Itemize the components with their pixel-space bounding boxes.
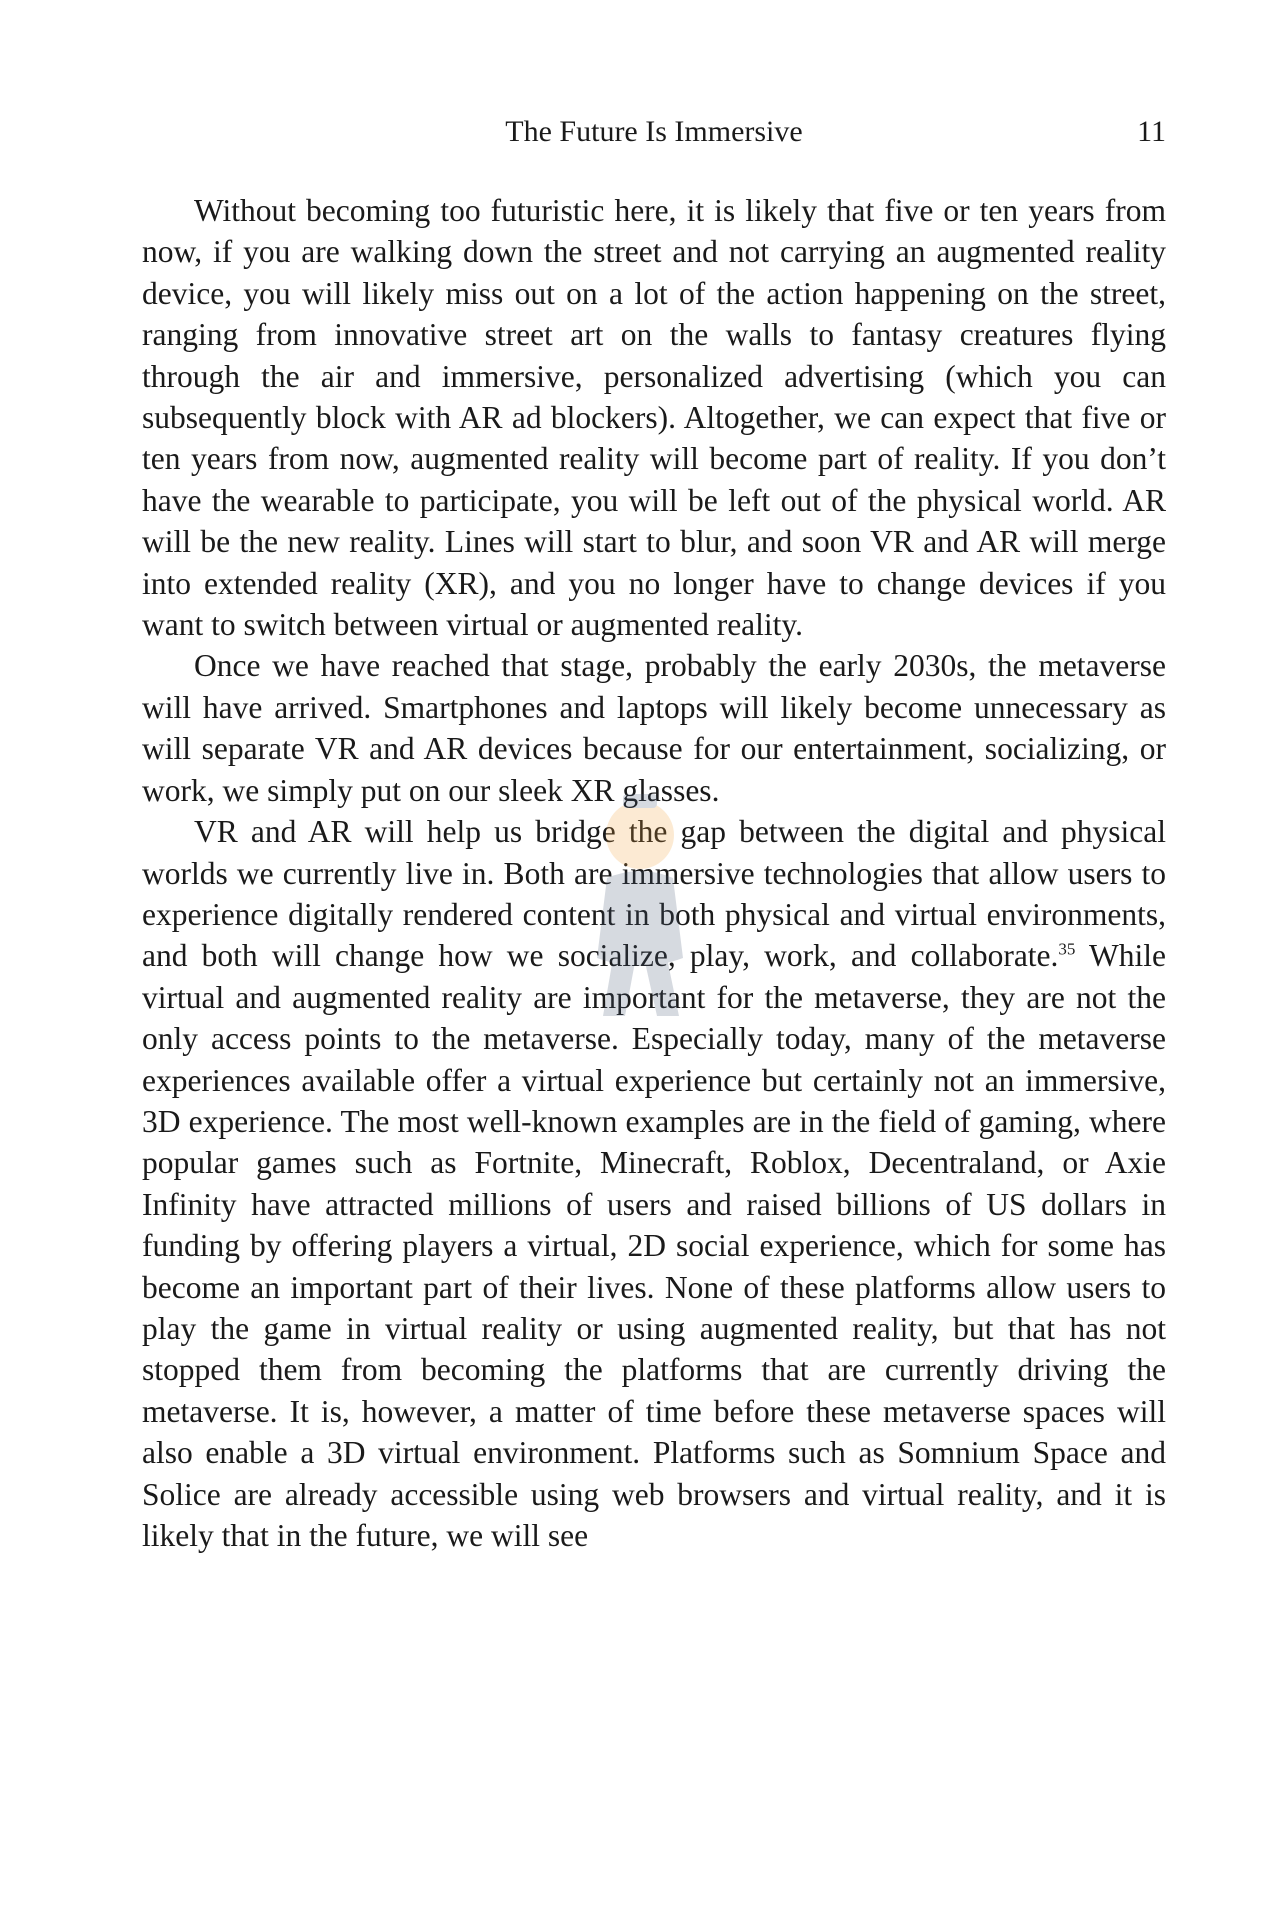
running-head — [142, 110, 1166, 154]
paragraph-3-text-start: VR and AR will help us bridge the gap between the digital and physical worlds we currently live in. Both are immersive technologies that allow users to experience digitally rendered content in both physical and virtual environments, and both will change how we socialize, play, work, and collaborate. — [142, 814, 1166, 974]
book-page — [142, 110, 1166, 1556]
footnote-reference: 35 — [1058, 939, 1076, 959]
page-number: 11 — [1137, 115, 1166, 148]
paragraph-3-text-end: While virtual and augmented reality are important for the metaverse, they are not the only access points to the metaverse. Especially today, many of the metaverse experiences available offer a virtual experience but certainly not an immersive, 3D experience. The most well-known examples are in the field of gaming, where popular games such as Fortnite, Minecraft, Roblox, Decentraland, or Axie Infinity have attracted millions of users and raised billions of US dollars in funding by offering players a virtual, 2D social experience, which for some has become an important part of their lives. None of these platforms allow users to play the game in virtual reality or using augmented reality, but that has not stopped them from becoming the platforms that are currently driving the metaverse. It is, however, a matter of time before these metaverse spaces will also enable a 3D virtual environment. Platforms such as Somnium Space and Solice are already accessible using web browsers and virtual reality, and it is likely that in the future, we will see — [142, 938, 1166, 1553]
paragraph-3 — [142, 811, 1166, 1556]
paragraph-2: Once we have reached that stage, probably the early 2030s, the metaverse will have arrived. Smartphones and laptops will likely become unnecessary as will separate VR and AR devices because for our entertainment, socializing, or work, we simply put on our sleek XR glasses. — [142, 648, 1166, 808]
running-head-title: The Future Is Immersive — [505, 115, 803, 148]
paragraph-1: Without becoming too futuristic here, it is likely that five or ten years from now, if you are walking down the street and not carrying an augmented reality device, you will likely miss out on a lot of the action happening on the street, ranging from innovative street art on the walls to fantasy creatures flying through the air and immersive, personalized advertising (which you can subsequently block with AR ad blockers). Altogether, we can expect that five or ten years from now, augmented reality will become part of reality. If you don’t have the wearable to participate, you will be left out of the physical world. AR will be the new reality. Lines will start to blur, and soon VR and AR will merge into extended reality (XR), and you no longer have to change devices if you want to switch between virtual or augmented reality. — [142, 193, 1166, 643]
body-text — [142, 190, 1166, 1556]
